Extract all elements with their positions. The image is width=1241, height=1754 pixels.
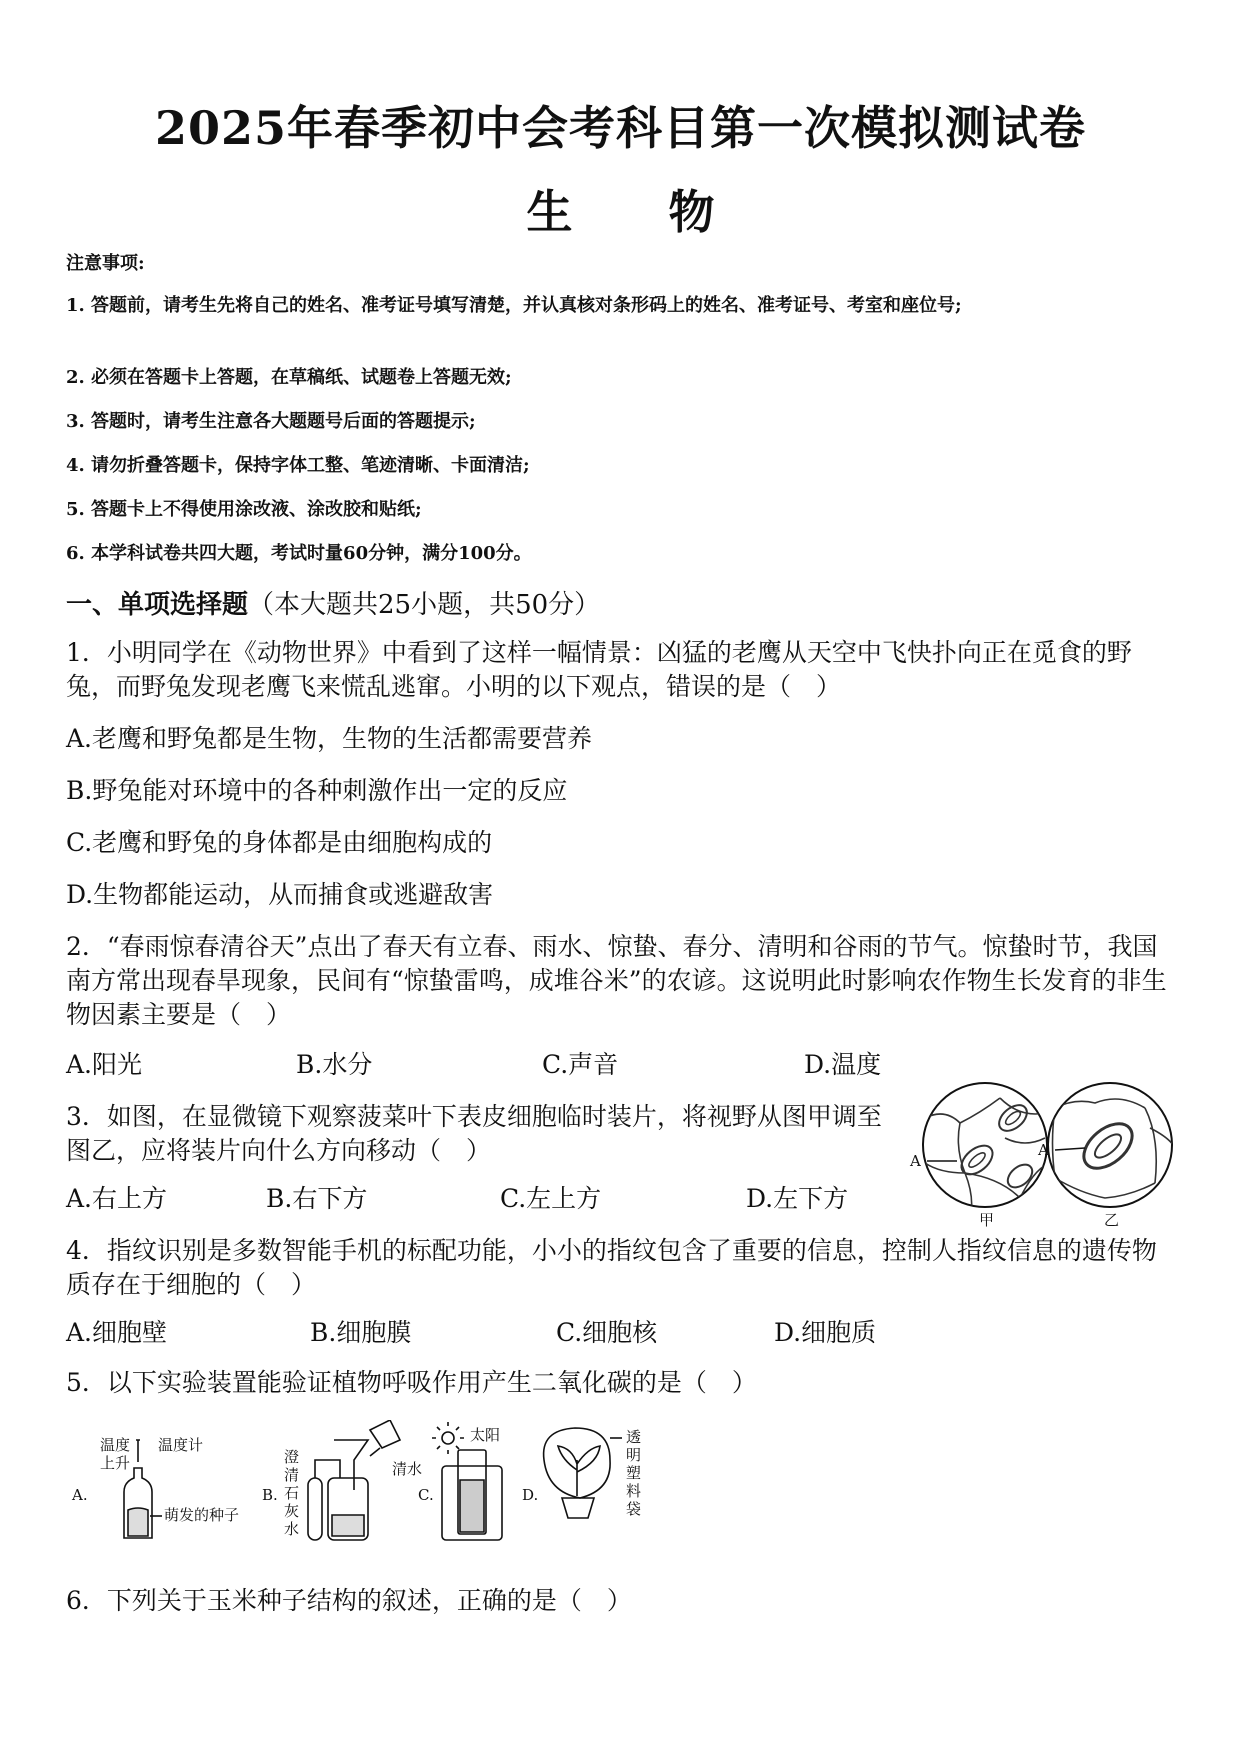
apparatus-b — [262, 1420, 422, 1540]
question-4-option-d: D.细胞质 — [774, 1318, 877, 1347]
question-2-option-a: A.阳光 — [66, 1050, 143, 1079]
caption-yi: 乙 — [1104, 1211, 1120, 1228]
apparatus-d-bag-label-5: 袋 — [626, 1500, 642, 1518]
question-1-option-b: B.野兔能对环境中的各种刺激作出一定的反应 — [66, 776, 568, 805]
apparatus-a-temp-label-2: 上升 — [100, 1454, 131, 1472]
notice-item: 6. 本学科试卷共四大题，考试时量60分钟，满分100分。 — [66, 543, 532, 564]
question-3-option-d: D.左下方 — [746, 1184, 849, 1213]
apparatus-d-bag-label-1: 透 — [626, 1428, 642, 1446]
apparatus-d — [522, 1428, 641, 1518]
question-2-option-c: C.声音 — [542, 1050, 619, 1079]
apparatus-a — [71, 1436, 239, 1538]
question-5-stem: 5．以下实验装置能验证植物呼吸作用产生二氧化碳的是（ ） — [66, 1368, 757, 1397]
apparatus-a-letter: A. — [72, 1486, 88, 1504]
notice-item: 5. 答题卡上不得使用涂改液、涂改胶和贴纸; — [66, 499, 422, 520]
apparatus-b-lime-label-1: 澄 — [284, 1448, 300, 1466]
caption-jia: 甲 — [979, 1211, 995, 1228]
label-a-left: A — [910, 1152, 921, 1170]
apparatus-c-sun-label: 太阳 — [470, 1426, 501, 1444]
label-a-right: A — [1038, 1141, 1049, 1159]
exam-title: 2025年春季初中会考科目第一次模拟测试卷 — [154, 101, 1087, 155]
question-4-option-a: A.细胞壁 — [66, 1318, 168, 1347]
question-2-option-d: D.温度 — [804, 1050, 882, 1079]
notice-item: 1. 答题前，请考生先将自己的姓名、准考证号填写清楚，并认真核对条形码上的姓名、准考证号、考室和座位号; — [66, 295, 962, 316]
field-of-view-yi — [1048, 1083, 1175, 1207]
experiment-apparatus-figure — [70, 1420, 710, 1555]
question-6-stem: 6．下列关于玉米种子结构的叙述，正确的是（ ） — [66, 1586, 632, 1615]
notice-item: 2. 必须在答题卡上答题，在草稿纸、试题卷上答题无效; — [66, 367, 512, 388]
apparatus-d-letter: D. — [522, 1486, 539, 1504]
apparatus-b-lime-label-2: 清 — [284, 1466, 300, 1484]
question-2-option-b: B.水分 — [296, 1050, 373, 1079]
apparatus-a-thermometer-label: 温度计 — [158, 1436, 204, 1454]
apparatus-c-letter: C. — [418, 1486, 434, 1504]
question-1-stem: 1．小明同学在《动物世界》中看到了这样一幅情景：凶猛的老鹰从天空中飞快扑向正在觅食的野兔，而野兔发现老鹰飞来慌乱逃窜。小明的以下观点，错误的是（ ） — [66, 638, 1132, 701]
apparatus-a-seeds-label: 萌发的种子 — [164, 1506, 240, 1524]
question-4-option-c: C.细胞核 — [556, 1318, 658, 1347]
question-3-option-a: A.右上方 — [66, 1184, 168, 1213]
apparatus-b-lime-label-4: 灰 — [284, 1502, 300, 1520]
question-1-option-a: A.老鹰和野兔都是生物，生物的生活都需要营养 — [66, 724, 593, 753]
notice-item: 3. 答题时，请考生注意各大题题号后面的答题提示; — [66, 411, 476, 432]
question-3-option-c: C.左上方 — [500, 1184, 602, 1213]
apparatus-d-bag-label-3: 塑 — [626, 1464, 642, 1482]
question-2-stem: 2．“春雨惊春清谷天”点出了春天有立春、雨水、惊蛰、春分、清明和谷雨的节气。惊蛰时节，我国南方常出现春旱现象，民间有“惊蛰雷鸣，成堆谷米”的农谚。这说明此时影响农作物生长发育的非生物因素主要是（ ） — [66, 932, 1167, 1029]
question-1-option-c: C.老鹰和野兔的身体都是由细胞构成的 — [66, 828, 493, 857]
apparatus-d-bag-label-4: 料 — [626, 1482, 642, 1500]
microscope-fields-figure — [905, 1078, 1175, 1228]
apparatus-c — [418, 1422, 502, 1540]
apparatus-b-lime-label-3: 石 — [284, 1484, 300, 1502]
apparatus-d-bag-label-2: 明 — [626, 1446, 642, 1464]
field-of-view-jia — [923, 1083, 1050, 1218]
sun-icon — [442, 1432, 454, 1444]
section-note: （本大题共25小题，共50分） — [248, 590, 601, 620]
question-3-option-b: B.右下方 — [266, 1184, 368, 1213]
section-title: 一、单项选择题 — [66, 590, 249, 620]
notice-heading: 注意事项: — [66, 253, 145, 274]
notice-item: 4. 请勿折叠答题卡，保持字体工整、笔迹清晰、卡面清洁; — [66, 455, 530, 476]
question-4-stem: 4．指纹识别是多数智能手机的标配功能，小小的指纹包含了重要的信息，控制人指纹信息的遗传物质存在于细胞的（ ） — [66, 1236, 1157, 1299]
apparatus-b-letter: B. — [262, 1486, 278, 1504]
question-3-stem: 3．如图，在显微镜下观察菠菜叶下表皮细胞临时装片，将视野从图甲调至图乙，应将装片向什么方向移动（ ） — [66, 1102, 882, 1165]
apparatus-b-lime-label-5: 水 — [284, 1520, 300, 1538]
apparatus-a-temp-label-1: 温度 — [100, 1436, 131, 1454]
question-4-option-b: B.细胞膜 — [310, 1318, 412, 1347]
apparatus-b-water-label: 清水 — [392, 1460, 423, 1478]
section-heading — [66, 584, 600, 621]
subject-title: 生 物 — [526, 185, 755, 239]
question-1-option-d: D.生物都能运动，从而捕食或逃避敌害 — [66, 880, 494, 909]
